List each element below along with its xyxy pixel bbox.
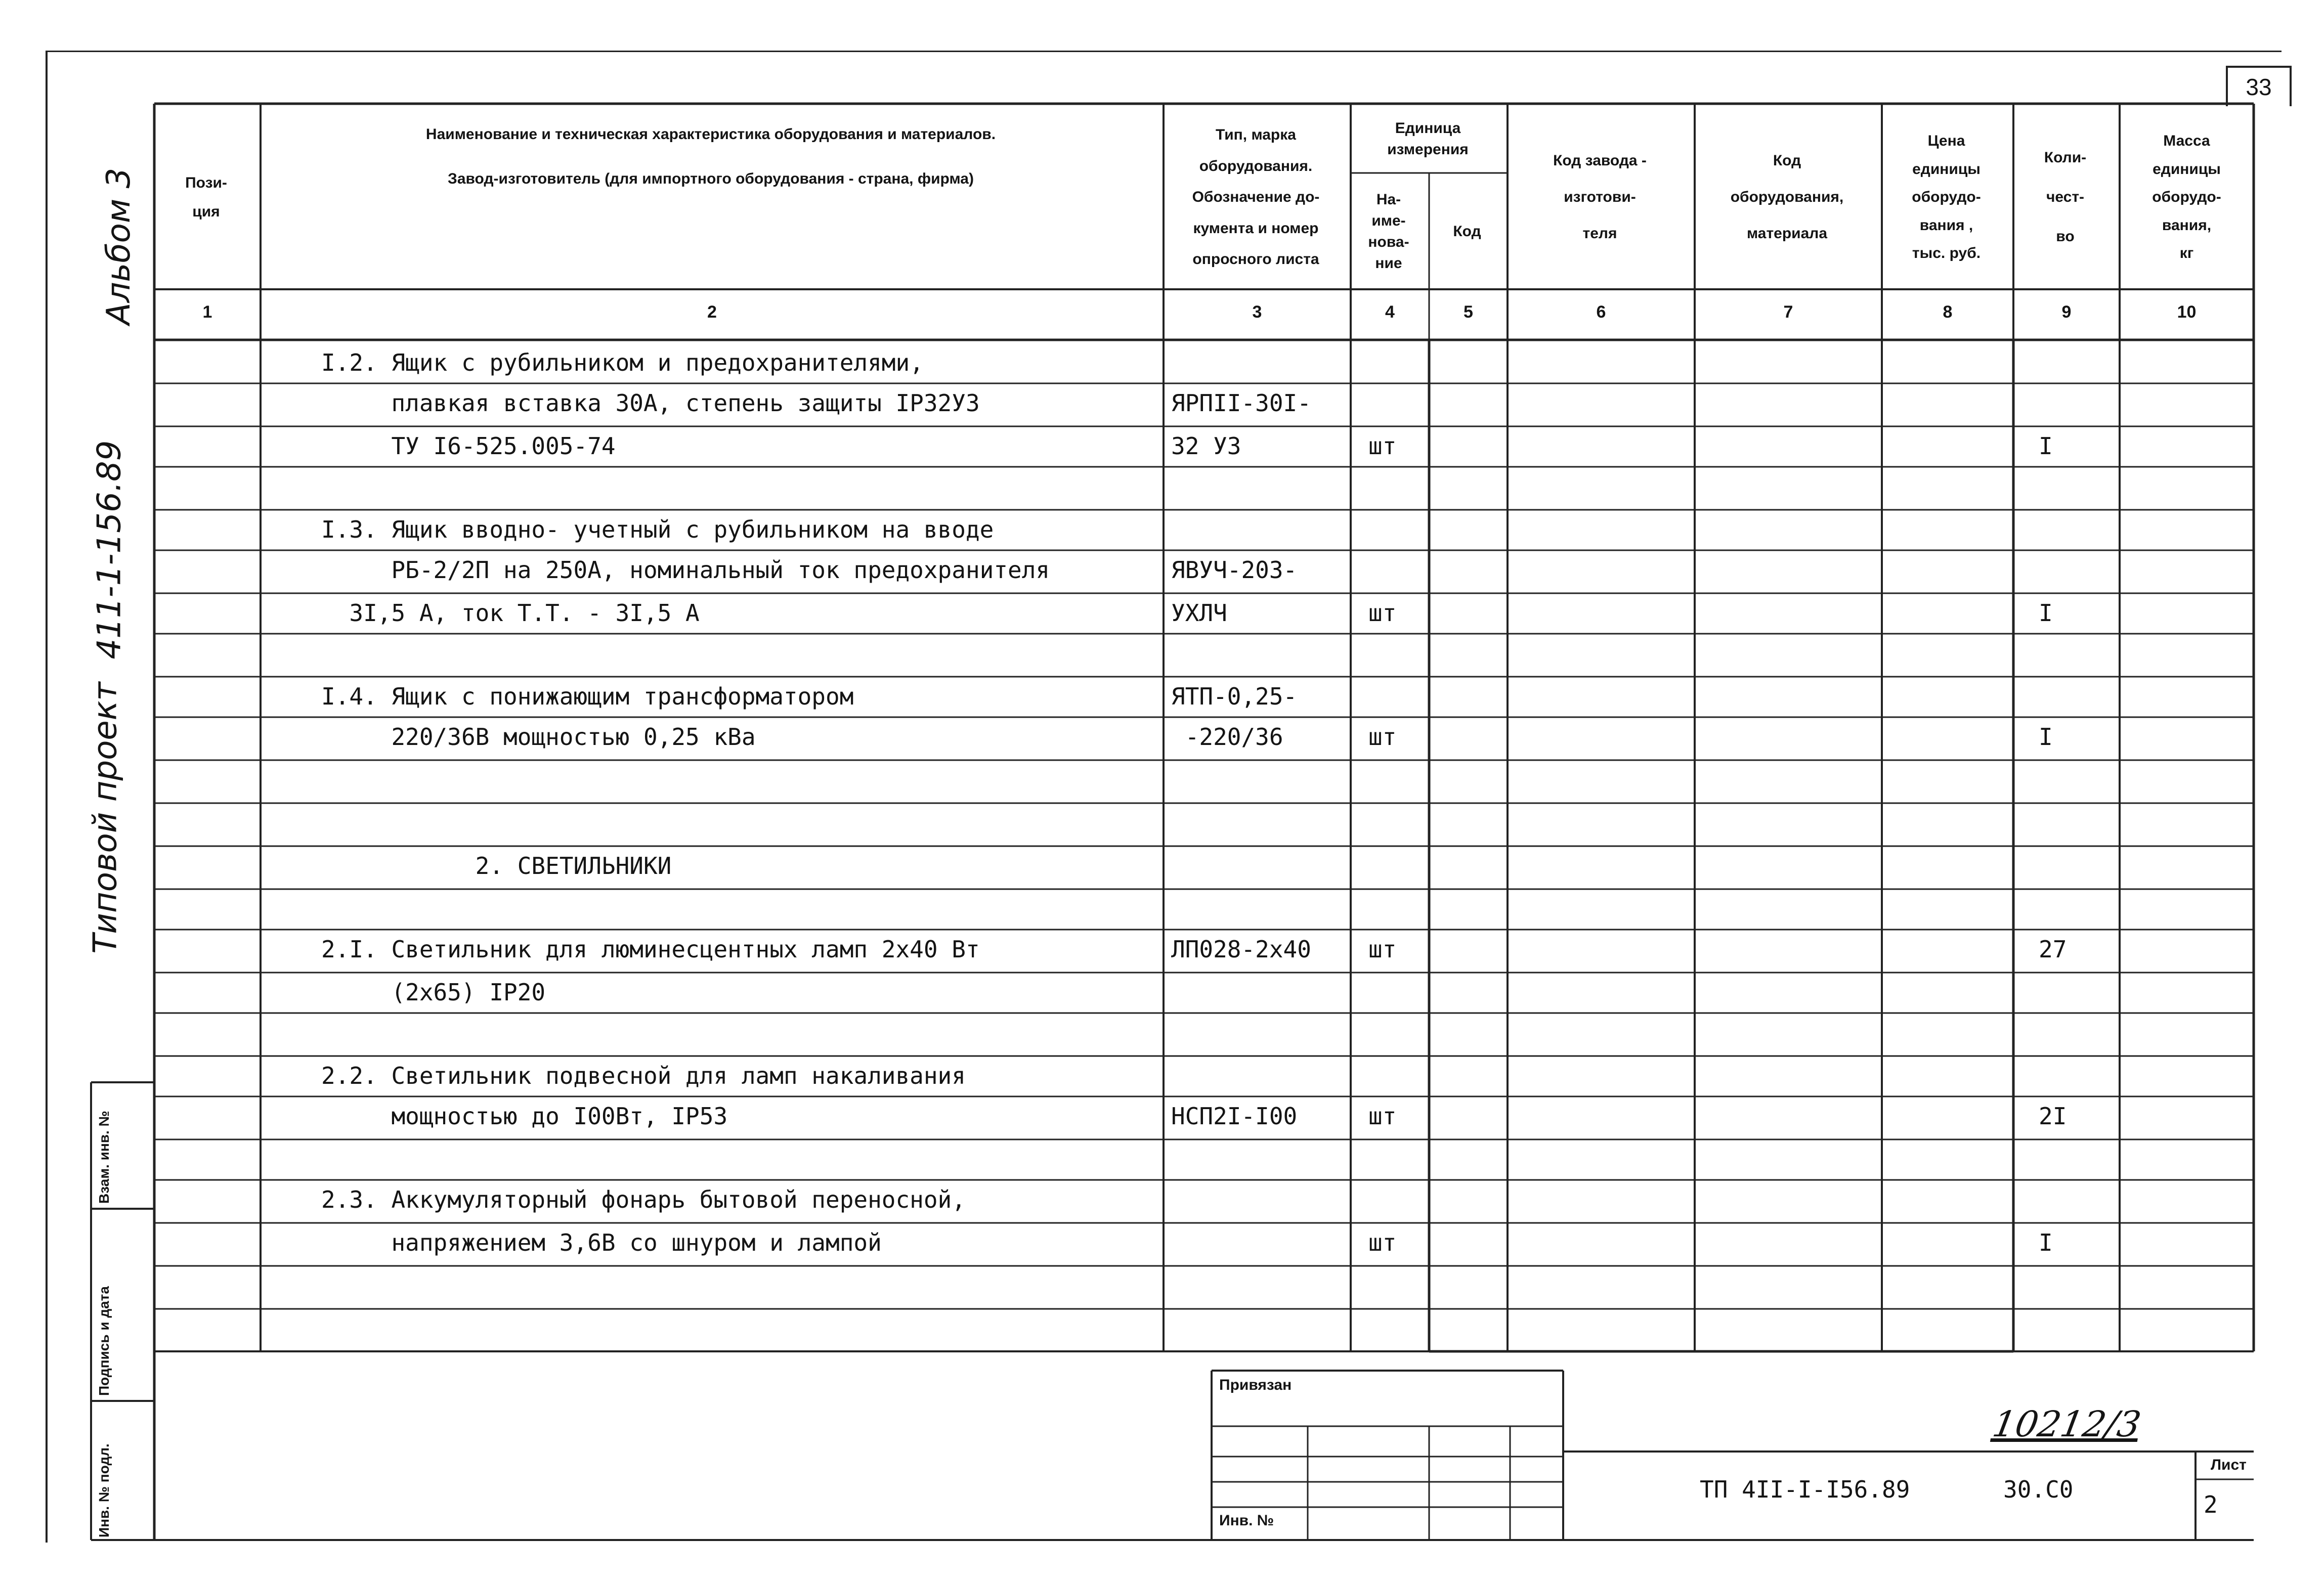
list-value: 2 (2204, 1491, 2218, 1518)
header-name: Наименование и техническая характеристика оборудования и материалов. Завод-изготовитель (для импортного оборудования - страна, фирма) (425, 126, 996, 187)
row-description: 2. СВЕТИЛЬНИКИ (321, 852, 672, 880)
header-factory-code: Код завода - изготови- теля (1553, 152, 1647, 242)
row-type: -220/36 (1171, 723, 1283, 751)
column-number: 10 (2177, 302, 2197, 322)
album-label: Альбом 3 (100, 167, 138, 325)
header-unit-code: Код (1453, 223, 1481, 240)
row-description: (2х65) IP20 (321, 979, 546, 1006)
header-mass: Масса единицы оборудо- вания, кг (2152, 133, 2221, 262)
header-unit-name: На- име- нова- ние (1368, 191, 1409, 272)
column-number: 9 (2061, 302, 2072, 322)
column-number: 5 (1464, 302, 1473, 322)
row-type: ЯРПII-30I- (1171, 389, 1311, 417)
column-number: 7 (1783, 302, 1793, 322)
document-code: ТП 4II-I-I56.89 (1700, 1476, 1910, 1503)
row-description: I.2. Ящик с рубильником и предохранителями, (321, 349, 924, 376)
row-description: 2.I. Светильник для люминесцентных ламп 2х40 Вт (321, 936, 980, 963)
page-number: 33 (2226, 66, 2292, 106)
row-unit: шт (1368, 1229, 1397, 1256)
row-type: 32 У3 (1171, 432, 1241, 460)
row-quantity: 27 (2039, 936, 2067, 963)
row-type: НСП2I-I00 (1171, 1103, 1298, 1130)
row-description: I.3. Ящик вводно- учетный с рубильником на вводе (321, 516, 994, 543)
inv-podl-label: Инв. № подл. (96, 1443, 112, 1537)
row-unit: шт (1368, 432, 1397, 460)
row-unit: шт (1368, 1103, 1397, 1130)
row-description: I.4. Ящик с понижающим трансформатором (321, 683, 854, 710)
row-quantity: I (2039, 723, 2053, 751)
row-type: ЯВУЧ-203- (1171, 556, 1298, 584)
handwritten-number: 10212/3 (1989, 1403, 2144, 1445)
column-number: 4 (1385, 302, 1395, 322)
row-description: ТУ I6-525.005-74 (321, 432, 616, 460)
row-type: ЛП028-2х40 (1171, 936, 1311, 963)
row-description: 2.3. Аккумуляторный фонарь бытовой переносной, (321, 1186, 966, 1213)
row-description: 220/36В мощностью 0,25 кВа (321, 723, 756, 751)
column-number: 8 (1943, 302, 1953, 322)
project-type: Типовой проект (87, 682, 124, 954)
column-number: 1 (202, 302, 212, 322)
row-quantity: I (2039, 1229, 2053, 1256)
row-description: 2.2. Светильник подвесной для ламп накаливания (321, 1062, 966, 1089)
row-description: напряжением 3,6В со шнуром и лампой (321, 1229, 882, 1256)
row-type: УХЛЧ (1171, 599, 1227, 627)
column-number: 2 (707, 302, 717, 322)
row-unit: шт (1368, 599, 1397, 627)
list-label: Лист (2211, 1457, 2247, 1473)
row-type: ЯТП-0,25- (1171, 683, 1298, 710)
signature-date-label: Подпись и дата (96, 1286, 112, 1396)
header-quantity: Коли- чест- во (2044, 149, 2087, 245)
privyazan-label: Привязан (1219, 1377, 1292, 1393)
header-position: Пози- ция (185, 174, 227, 220)
header-price: Цена единицы оборудо- вания , тыс. руб. (1912, 133, 1981, 262)
sheet-code: 30.С0 (2003, 1476, 2074, 1503)
row-description: РБ-2/2П на 250А, номинальный ток предохранителя (321, 556, 1050, 584)
row-quantity: I (2039, 599, 2053, 627)
row-quantity: 2I (2039, 1103, 2067, 1130)
row-description: 3I,5 А, ток Т.Т. - 3I,5 А (321, 599, 700, 627)
column-number: 3 (1252, 302, 1262, 322)
row-unit: шт (1368, 936, 1397, 963)
row-description: мощностью до I00Вт, IP53 (321, 1103, 728, 1130)
header-type: Тип, марка оборудования. Обозначение до- кумента и номер опросного листа (1192, 126, 1320, 268)
project-code: 411-1-156.89 (91, 440, 128, 659)
header-unit: Единица измерения (1387, 120, 1469, 158)
inv-no-label: Инв. № (1219, 1512, 1274, 1529)
row-description: плавкая вставка 30А, степень защиты IP32У3 (321, 389, 980, 417)
row-unit: шт (1368, 723, 1397, 751)
vzam-inv-label: Взам. инв. № (96, 1111, 112, 1204)
row-quantity: I (2039, 432, 2053, 460)
header-equipment-code: Код оборудования, материала (1730, 152, 1844, 242)
column-number: 6 (1596, 302, 1606, 322)
